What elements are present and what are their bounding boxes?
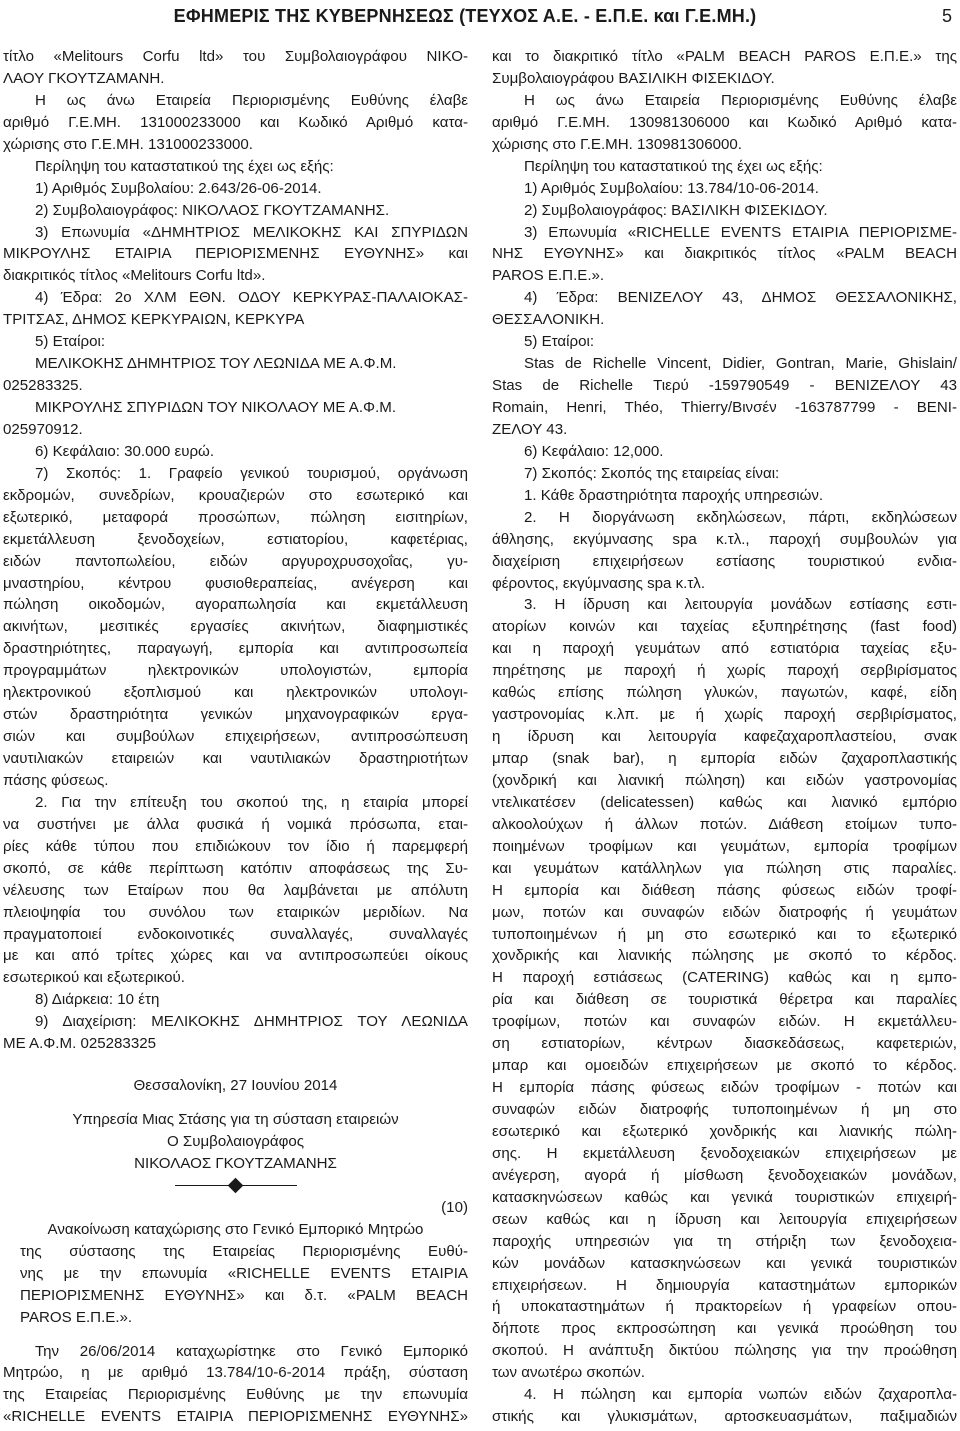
text-line: 3) Επωνυμία «RICHELLE EVENTS ΕΤΑΙΡΙΑ ΠΕΡΙΟΡΙΣΜΕ- bbox=[524, 223, 957, 241]
text-line: τροφίμων, ποτών και συναφών ειδών. Η εκμετάλλευ- bbox=[492, 1013, 957, 1031]
text-line: πλειοψηφία του συνόλου των εταιρικών μεριδίων. Να bbox=[3, 903, 468, 921]
text-line: τυποποιημένων ή μη στο εσωτερικό και το εξωτερικό bbox=[492, 925, 957, 943]
text-line: καθώς επίσης πώληση γλυκών, παγωτών, καφέ, είδη bbox=[492, 684, 957, 702]
text-line: 9) Διαχείριση: ΜΕΛΙΚΟΚΗΣ ΔΗΜΗΤΡΙΟΣ ΤΟΥ ΛΕΩΝΙΔΑ bbox=[35, 1013, 468, 1031]
text-line: αριθμό Γ.Ε.ΜΗ. 131000233000 και Κωδικό Αριθμό κατα- bbox=[3, 113, 468, 131]
text-line: στικής και γλυκισμάτων, αρτοσκευασμάτων, παξιμαδιών bbox=[492, 1408, 957, 1426]
text-line: ρία και διάθεση σε τουριστικά θέρετρα και παραλίες bbox=[492, 991, 957, 1009]
text-line: Η εμπορία πάσης φύσεως ειδών τροφίμων - ποτών και bbox=[492, 1079, 957, 1097]
text-line: ση εστιατορίων, κέντρων διασκεδάσεως, καφετεριών, bbox=[492, 1035, 957, 1053]
text-line: νης με την επωνυμία «RICHELLE EVENTS ΕΤΑΙΡΙΑ bbox=[20, 1264, 468, 1282]
text-line: 4) Έδρα: 2ο ΧΛΜ ΕΘΝ. ΟΔΟΥ ΚΕΡΚΥΡΑΣ-ΠΑΛΑΙΟΚΑΣ- bbox=[35, 289, 468, 307]
text-line: η ίδρυση και λειτουργία καφεζαχαροπλαστείου, σνακ bbox=[492, 728, 957, 746]
text-line: φέροντος, εκγύμνασης spa κ.τλ. bbox=[492, 574, 706, 592]
spacer bbox=[3, 1097, 468, 1109]
text-line: ποιημένων τροφίμων και γευμάτων, εμπορία τροφίμων bbox=[492, 837, 957, 855]
text-line: εξωτερικό, μεταφορά προσώπων, πώληση εισιτηρίων, bbox=[3, 508, 468, 526]
text-line: 4. Η πώληση και εμπορία νωπών ειδών ζαχαροπλα- bbox=[524, 1386, 957, 1404]
text-line: Stas de Richelle Τιερύ -159790549 - ΒΕΝΙΖΕΛΟΥ 43 bbox=[492, 377, 957, 395]
text-line: ΜΕΛΙΚΟΚΗΣ ΔΗΜΗΤΡΙΟΣ ΤΟΥ ΛΕΩΝΙΔΑ ΜΕ Α.Φ.Μ. bbox=[35, 355, 397, 373]
text-line: 5) Εταίροι: bbox=[35, 333, 106, 351]
text-line: ΝΙΚΟΛΑΟΣ ΓΚΟΥΤΖΑΜΑΝΗΣ bbox=[134, 1154, 337, 1172]
text-line: πραγματοποιεί ενδοκοινοτικές συναλλαγές, συναλλαγές bbox=[3, 925, 468, 943]
text-line: 3) Επωνυμία «ΔΗΜΗΤΡΙΟΣ ΜΕΛΙΚΟΚΗΣ ΚΑΙ ΣΠΥΡΙΔΩΝ bbox=[35, 223, 468, 241]
text-line: κατασκηνώσεων καθώς και γενικά τουριστικών επιχειρή- bbox=[492, 1188, 957, 1206]
text-line: 025970912. bbox=[3, 420, 83, 438]
text-line: χώρισης στο Γ.Ε.ΜΗ. 130981306000. bbox=[492, 135, 742, 153]
text-line: Υπηρεσία Μιας Στάσης για τη σύσταση εταιρειών bbox=[72, 1111, 399, 1129]
text-line: Romain, Henri, Théo, Thierry/Βινσέν -163787799 - ΒΕΝΙ- bbox=[492, 399, 957, 416]
text-line: ΜΕ Α.Φ.Μ. 025283325 bbox=[3, 1035, 157, 1053]
text-line: να συστήνει με άλλα φυσικά ή νομικά πρόσωπα, εται- bbox=[3, 815, 468, 833]
text-line: 3. Η ίδρυση και λειτουργία μονάδων εστίασης εστι- bbox=[524, 596, 957, 614]
text-line: 2. Για την επίτευξη του σκοπού της, η εταιρία μπορεί bbox=[35, 793, 468, 811]
text-line: ΠΕΡΙΟΡΙΣΜΕΝΗΣ ΕΥΘΥΝΗΣ» και δ.τ. «PALM BEACH bbox=[20, 1286, 468, 1304]
text-line: δραστηριότητες, παραγωγή, εμπορία και αντιπροσωπεία bbox=[3, 640, 468, 658]
text-line: σης. Η εκμετάλλευση ξενοδοχειακών επιχειρήσεων με bbox=[492, 1144, 957, 1162]
text-line: 5) Εταίροι: bbox=[524, 333, 595, 351]
page-number: 5 bbox=[941, 6, 952, 26]
text-line: χονδρικής και λιανικής πώλησης με σκοπό το κέρδος. bbox=[492, 947, 957, 965]
text-line: επιχειρήσεων. Η δημιουργία καταστημάτων εμπορικών bbox=[492, 1276, 957, 1294]
text-line: αριθμό Γ.Ε.ΜΗ. 130981306000 και Κωδικό Αριθμό κατα- bbox=[492, 113, 957, 131]
text-line: PAROS Ε.Π.Ε.». bbox=[20, 1308, 133, 1326]
text-line: μων, ποτών και συναφών ειδών διατροφής ή γευμάτων bbox=[492, 903, 957, 921]
text-line: 1) Αριθμός Συμβολαίου: 2.643/26-06-2014. bbox=[35, 179, 322, 197]
text-line: ΖΕΛΟΥ 43. bbox=[492, 420, 568, 438]
text-line: πάσης φύσεως. bbox=[3, 771, 109, 789]
text-line: Περίληψη του καταστατικού της έχει ως εξής: bbox=[524, 157, 823, 175]
text-line: Την 26/06/2014 καταχωρίστηκε στο Γενικό Εμπορικό bbox=[35, 1342, 468, 1360]
text-line: ΝΗΣ ΕΥΘΥΝΗΣ» και διακριτικός τίτλος «PALM BEACH bbox=[492, 245, 957, 263]
text-line: εσωτερικό και εξωτερικό χονδρικής και λιανικής πώλη- bbox=[492, 1122, 957, 1140]
text-line: μπαρ και ομοειδών επιχειρήσεων με σκοπό το κέρδος. bbox=[492, 1057, 957, 1075]
text-line: της Εταιρείας Περιορισμένης Ευθύνης με την επωνυμία bbox=[3, 1386, 468, 1404]
text-line: προγραμμάτων ηλεκτρονικών υπολογιστών, εμπορία bbox=[3, 662, 468, 680]
text-line: 4) Έδρα: ΒΕΝΙΖΕΛΟΥ 43, ΔΗΜΟΣ ΘΕΣΣΑΛΟΝΙΚΗΣ, bbox=[524, 289, 957, 307]
text-line: τίτλο «Melitours Corfu ltd» του Συμβολαιογράφου ΝΙΚΟ- bbox=[3, 48, 468, 65]
text-line: ΤΡΙΤΣΑΣ, ΔΗΜΟΣ ΚΕΡΚΥΡΑΙΩΝ, ΚΕΡΚΥΡΑ bbox=[3, 311, 305, 329]
text-line: με και από τρίτες χώρες και να αντιπροσωπεύει οίκους bbox=[3, 947, 468, 965]
text-line: Stas de Richelle Vincent, Didier, Gontran, Marie, Ghislain/ bbox=[524, 355, 957, 373]
gazette-title: ΕΦΗΜΕΡΙΣ ΤΗΣ ΚΥΒΕΡΝΗΣΕΩΣ (ΤΕΥΧΟΣ Α.Ε. - Ε.Π.Ε. και Γ.Ε.ΜΗ.) bbox=[173, 6, 757, 26]
text-line: διαχείριση επιχειρήσεων εστίασης τουριστικού ενδια- bbox=[492, 552, 957, 570]
text-line: ΜΙΚΡΟΥΛΗΣ ΣΠΥΡΙΔΩΝ ΤΟΥ ΝΙΚΟΛΑΟΥ ΜΕ Α.Φ.Μ. bbox=[35, 399, 397, 416]
text-line: 1) Αριθμός Συμβολαίου: 13.784/10-06-2014. bbox=[524, 179, 820, 197]
text-line: ΘΕΣΣΑΛΟΝΙΚΗ. bbox=[492, 311, 605, 329]
text-line: ΛΑΟΥ ΓΚΟΥΤΖΑΜΑΝΗ. bbox=[3, 69, 165, 87]
text-line: ΜΙΚΡΟΥΛΗΣ ΕΤΑΙΡΙΑ ΠΕΡΙΟΡΙΣΜΕΝΗΣ ΕΥΘΥΝΗΣ» και bbox=[3, 245, 468, 263]
text-line: χώρισης στο Γ.Ε.ΜΗ. 131000233000. bbox=[3, 135, 253, 153]
text-line: της σύστασης της Εταιρείας Περιορισμένης Ευθύ- bbox=[20, 1242, 468, 1260]
text-line: μναστηρίου, κέντρου φυσιοθεραπείας, ανέγερση και bbox=[3, 574, 468, 592]
text-line: σκοπού. Η ανάπτυξη δικτύου πώλησης για την προώθηση bbox=[492, 1342, 957, 1360]
page-header bbox=[0, 0, 960, 34]
text-line: και το διακριτικό τίτλο «PALM BEACH PAROS Ε.Π.Ε.» της bbox=[492, 48, 957, 65]
section-separator bbox=[3, 1175, 468, 1197]
text-line: δήποτε προς εκπροσώπηση και γενικά προώθηση του bbox=[492, 1320, 957, 1338]
text-line: παροχής υπηρεσιών για τη στήριξη των ξενοδοχεια- bbox=[492, 1232, 957, 1250]
text-line: 6) Κεφάλαιο: 12,000. bbox=[524, 442, 664, 460]
text-line: Περίληψη του καταστατικού της έχει ως εξής: bbox=[35, 157, 334, 175]
text-line: 1. Κάθε δραστηριότητα παροχής υπηρεσιών. bbox=[524, 486, 824, 504]
text-line: ή υποκαταστημάτων ή πρακτορείων ή γραφείων οπου- bbox=[492, 1298, 957, 1316]
text-line: και η παροχή γευμάτων από εστιατόρια ταχείας εξυ- bbox=[492, 640, 957, 658]
text-line: στών δραστηριότητα γενικών μηχανογραφικών εργα- bbox=[3, 706, 468, 724]
diamond-icon bbox=[228, 1178, 244, 1194]
text-line: γαστρονομίας κ.λπ. με ή χωρίς παροχή σερβιρίσματος, bbox=[492, 706, 957, 724]
text-line: ανέγερση, αγορά ή μίσθωση ξενοδοχειακών μονάδων, bbox=[492, 1166, 957, 1184]
text-line: PAROS Ε.Π.Ε.». bbox=[492, 267, 605, 285]
text-line: 8) Διάρκεια: 10 έτη bbox=[35, 991, 160, 1009]
text-line: ατορίων κοινών και ταχείας εξυπηρέτησης (fast food) bbox=[492, 618, 957, 636]
text-line: διακριτικός τίτλος «Melitours Corfu ltd». bbox=[3, 267, 266, 285]
text-line: νέλευσης των Εταίρων που θα λαμβάνεται με απόλυτη bbox=[3, 881, 468, 899]
text-line: συναφών ειδών διατροφής τυποποιημένων ή μη στο bbox=[492, 1101, 957, 1118]
text-line: ναυτιλιακών εταιρειών και ναυτιλιακών δραστηριοτήτων bbox=[3, 750, 468, 767]
text-line: 025283325. bbox=[3, 377, 83, 395]
text-line: Θεσσαλονίκη, 27 Ιουνίου 2014 bbox=[133, 1077, 338, 1095]
text-line: Η ως άνω Εταιρεία Περιορισμένης Ευθύνης έλαβε bbox=[524, 91, 957, 109]
text-line: 7) Σκοπός: 1. Γραφείο γενικού τουρισμού, οργάνωση bbox=[35, 464, 468, 482]
text-line: ακινήτων, μεσιτικές εργασίες ακινήτων, διαφημιστικές bbox=[3, 618, 468, 636]
text-line: 2) Συμβολαιογράφος: ΒΑΣΙΛΙΚΗ ΦΙΣΕΚΙΔΟΥ. bbox=[524, 201, 828, 219]
text-line: των ανωτέρω σκοπών. bbox=[492, 1364, 645, 1382]
text-line: Ανακοίνωση καταχώρισης στο Γενικό Εμπορικό Μητρώο bbox=[47, 1220, 424, 1238]
text-line: ηλεκτρονικού εξοπλισμού και ηλεκτρονικών υπολογι- bbox=[3, 684, 468, 702]
text-line: Ο Συμβολαιογράφος bbox=[166, 1133, 305, 1150]
text-line: 6) Κεφάλαιο: 30.000 ευρώ. bbox=[35, 442, 215, 460]
left-column bbox=[3, 46, 468, 1428]
text-line: (10) bbox=[441, 1198, 468, 1216]
text-line: μπαρ (snak bar), η εμπορία ειδών ζαχαροπλαστικής bbox=[492, 750, 957, 767]
text-line: Η εμπορία και διάθεση πάσης φύσεως ειδών τροφί- bbox=[492, 881, 957, 899]
text-line: «RICHELLE EVENTS ΕΤΑΙΡΙΑ ΠΕΡΙΟΡΙΣΜΕΝΗΣ ΕΥΘΥΝΗΣ» bbox=[3, 1408, 468, 1426]
spacer bbox=[3, 1055, 468, 1075]
text-line: αλκοολούχων ή άλλων ποτών. Διάθεση ετοίμων τυπο- bbox=[492, 815, 957, 833]
text-line: σκοπό, σε κάθε περίπτωση κατόπιν αποφάσεως της Συ- bbox=[3, 859, 468, 877]
text-line: ειδών παντοπωλείου, ειδών αργυροχρυσοχοΐας, γυ- bbox=[3, 552, 468, 570]
text-line: εσωτερικού και εξωτερικού. bbox=[3, 969, 185, 987]
text-line: και γευμάτων κατάλληλων για πώληση στις παραλίες. bbox=[492, 859, 957, 877]
text-line: Η ως άνω Εταιρεία Περιορισμένης Ευθύνης έλαβε bbox=[35, 91, 468, 109]
right-column bbox=[492, 46, 957, 1428]
text-line: ντελικατέσεν (delicatessen) καθώς και λιανικό εμπόριο bbox=[492, 793, 957, 811]
text-line: (χονδρική και λιανική πώληση) και ειδών γαστρονομίας bbox=[492, 771, 957, 789]
text-line: Η παροχή εστιάσεως (CATERING) καθώς και η εμπο- bbox=[492, 969, 957, 987]
text-line: 2. Η διοργάνωση εκδηλώσεων, πάρτι, εκδηλώσεων bbox=[524, 508, 957, 526]
text-line: Μητρώο, η με αριθμό 13.784/10-6-2014 πράξη, σύσταση bbox=[3, 1364, 468, 1382]
text-line: 7) Σκοπός: Σκοπός της εταιρείας είναι: bbox=[524, 464, 780, 482]
text-line: Συμβολαιογράφου ΒΑΣΙΛΙΚΗ ΦΙΣΕΚΙΔΟΥ. bbox=[492, 69, 775, 87]
text-line: πώληση οικοδομών, αγοραπωλησία και εκμετάλλευση bbox=[3, 596, 468, 614]
text-line: πηρέτησης με παροχή ή χωρίς παροχή σερβιρίσματος bbox=[492, 662, 957, 680]
text-line: σιών και συμβούλων επιχειρήσεων, αντιπροσώπευση bbox=[3, 728, 468, 746]
text-line: ρίες κάθε τύπου που επιδιώκουν τον ίδιο ή παρεμφερή bbox=[3, 837, 468, 855]
text-line: 2) Συμβολαιογράφος: ΝΙΚΟΛΑΟΣ ΓΚΟΥΤΖΑΜΑΝΗΣ. bbox=[35, 201, 390, 219]
text-line: άθλησης, εκγύμνασης spa κ.τλ., παροχή συμβουλών για bbox=[492, 530, 957, 548]
text-line: κών μονάδων κατασκηνώσεων και γενικά τουριστικών bbox=[492, 1254, 957, 1272]
text-line: σεων καθώς και η ίδρυση και λειτουργία επιχειρήσεων bbox=[492, 1210, 957, 1228]
text-line: εκδρομών, συνεδρίων, κρουαζιερών στο εσωτερικό και bbox=[3, 486, 468, 504]
spacer bbox=[3, 1329, 468, 1341]
text-line: εκμετάλλευση ξενοδοχείων, εστιατορίου, καφετέριας, bbox=[3, 530, 468, 548]
